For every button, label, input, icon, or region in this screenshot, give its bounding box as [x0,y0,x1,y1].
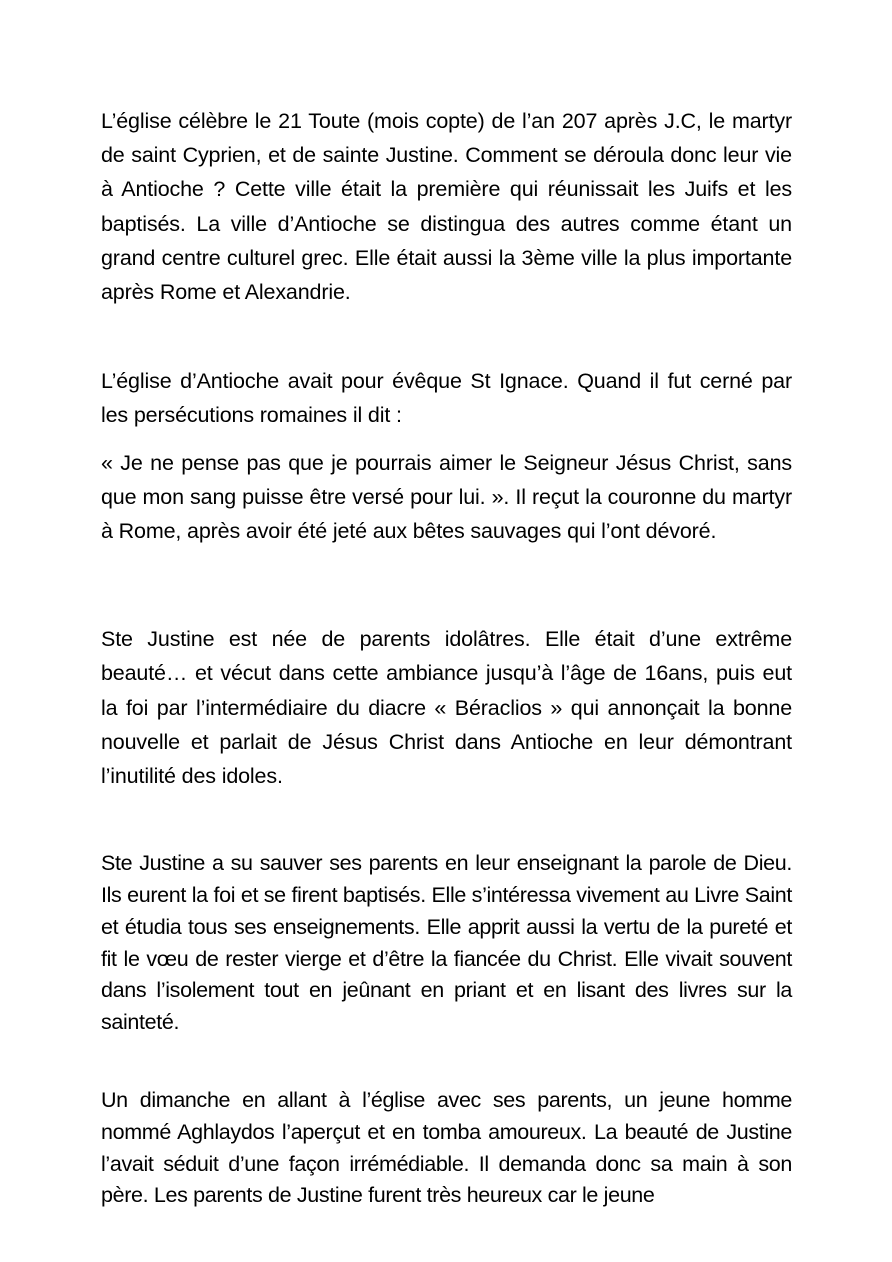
paragraph-2: L’église d’Antioche avait pour évêque St Ignace. Quand il fut cerné par les persécutions romaines il dit : [101,369,792,428]
paragraph-5: Ste Justine a su sauver ses parents en leur enseignant la parole de Dieu. Ils eurent la foi et se firent baptisés. Elle s’intéressa vivement au Livre Saint et étudia tous ses enseignements. Elle apprit aussi la vertu de la pureté et fit le vœu de rester vierge et d’être la fiancée du Christ. Elle vivait souvent dans l’isolement tout en jeûnant en priant et en lisant des livres sur la sainteté. [101,851,792,1035]
paragraph-6: Un dimanche en allant à l’église avec ses parents, un jeune homme nommé Aghlaydos l’aperçut et en tomba amoureux. La beauté de Justine l’avait séduit d’une façon irrémédiable. Il demanda donc sa main à son père. Les parents de Justine furent très heureux car le jeune [101,1088,792,1208]
text-column [101,104,792,1212]
paragraph-3: « Je ne pense pas que je pourrais aimer le Seigneur Jésus Christ, sans que mon sang puisse être versé pour lui. ». Il reçut la couronne du martyr à Rome, après avoir été jeté aux bêtes sauvages qui l’ont dévoré. [101,450,792,544]
paragraph-4: Ste Justine est née de parents idolâtres. Elle était d’une extrême beauté… et vécut dans cette ambiance jusqu’à l’âge de 16ans, puis eut la foi par l’intermédiaire du diacre « Béraclios » qui annonçait la bonne nouvelle et parlait de Jésus Christ dans Antioche en leur démontrant l’inutilité des idoles. [101,627,792,789]
paragraph-1: L’église célèbre le 21 Toute (mois copte) de l’an 207 après J.C, le martyr de saint Cyprien, et de sainte Justine. Comment se déroula donc leur vie à Antioche ? Cette ville était la première qui réunissait les Juifs et les baptisés. La ville d’Antioche se distingua des autres comme étant un grand centre culturel grec. Elle était aussi la 3ème ville la plus importante après Rome et Alexandrie. [101,109,792,305]
